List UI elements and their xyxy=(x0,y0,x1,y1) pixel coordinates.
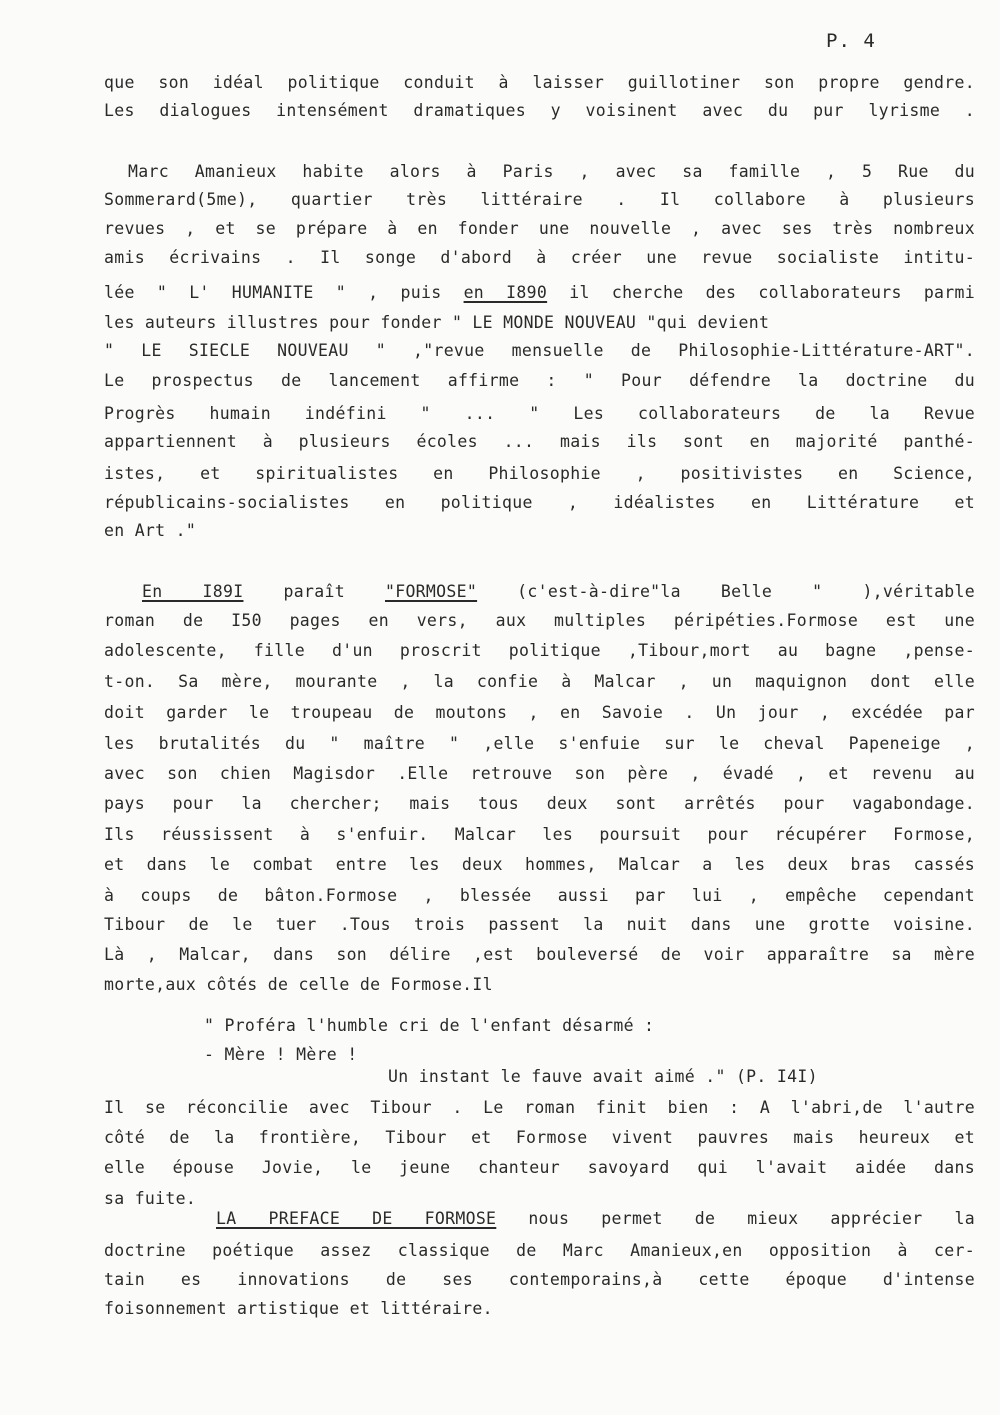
text-line: Ils réussissent à s'enfuir. Malcar les poursuit pour récupérer Formose, xyxy=(104,825,975,844)
text-line: les auteurs illustres pour fonder " LE MONDE NOUVEAU "qui devient xyxy=(104,313,770,332)
text-line: à coups de bâton.Formose , blessée aussi par lui , empêche cependant xyxy=(104,886,975,905)
text-line: En I89I paraît "FORMOSE" (c'est-à-dire"la Belle " ),véritable xyxy=(142,582,976,601)
text-line: lée " L' HUMANITE " , puis en I890 il cherche des collaborateurs parmi xyxy=(104,283,975,302)
text-line: t-on. Sa mère, mourante , la confie à Malcar , un maquignon dont elle xyxy=(104,672,975,691)
text-line: roman de I50 pages en vers, aux multiples péripéties.Formose est une xyxy=(104,611,975,630)
text-line: - Mère ! Mère ! xyxy=(204,1045,358,1064)
text-line: sa fuite. xyxy=(104,1189,197,1208)
text-line: en Art ." xyxy=(104,521,197,540)
text-line: Un instant le fauve avait aimé ." (P. I4I) xyxy=(388,1067,818,1086)
text-line: doctrine poétique assez classique de Marc Amanieux,en opposition à cer- xyxy=(104,1241,975,1260)
text-line: avec son chien Magisdor .Elle retrouve son père , évadé , et revenu au xyxy=(104,764,975,783)
text-line: " LE SIECLE NOUVEAU " ,"revue mensuelle de Philosophie-Littérature-ART". xyxy=(104,341,975,360)
text-line: les brutalités du " maître " ,elle s'enfuie sur le cheval Papeneige , xyxy=(104,734,975,753)
page-number: P. 4 xyxy=(826,30,876,52)
text-line: Il se réconcilie avec Tibour . Le roman finit bien : A l'abri,de l'autre xyxy=(104,1098,975,1117)
text-line: tain es innovations de ses contemporains,à cette époque d'intense xyxy=(104,1270,975,1289)
text-line: Tibour de le tuer .Tous trois passent la nuit dans une grotte voisine. xyxy=(104,915,975,934)
text-line: amis écrivains . Il songe d'abord à créer une revue socialiste intitu- xyxy=(104,248,975,267)
text-line: Les dialogues intensément dramatiques y voisinent avec du pur lyrisme . xyxy=(104,101,975,120)
text-line: républicains-socialistes en politique , idéalistes en Littérature et xyxy=(104,493,975,512)
text-line: côté de la frontière, Tibour et Formose vivent pauvres mais heureux et xyxy=(104,1128,975,1147)
text-line: LA PREFACE DE FORMOSE nous permet de mieux apprécier la xyxy=(216,1209,975,1228)
text-line: revues , et se prépare à en fonder une nouvelle , avec ses très nombreux xyxy=(104,219,975,238)
text-line: pays pour la chercher; mais tous deux sont arrêtés pour vagabondage. xyxy=(104,794,975,813)
text-line: morte,aux côtés de celle de Formose.Il xyxy=(104,975,493,994)
text-line: doit garder le troupeau de moutons , en Savoie . Un jour , excédée par xyxy=(104,703,975,722)
text-line: foisonnement artistique et littéraire. xyxy=(104,1299,493,1318)
text-line: Marc Amanieux habite alors à Paris , avec sa famille , 5 Rue du xyxy=(128,162,975,181)
text-line: que son idéal politique conduit à laisser guillotiner son propre gendre. xyxy=(104,73,975,92)
text-line: Là , Malcar, dans son délire ,est bouleversé de voir apparaître sa mère xyxy=(104,945,975,964)
text-line: adolescente, fille d'un proscrit politique ,Tibour,mort au bagne ,pense- xyxy=(104,641,975,660)
text-line: et dans le combat entre les deux hommes, Malcar a les deux bras cassés xyxy=(104,855,975,874)
text-line: Le prospectus de lancement affirme : " Pour défendre la doctrine du xyxy=(104,371,975,390)
text-line: Sommerard(5me), quartier très littéraire . Il collabore à plusieurs xyxy=(104,190,975,209)
text-line: " Proféra l'humble cri de l'enfant désarmé : xyxy=(204,1016,655,1035)
text-line: istes, et spiritualistes en Philosophie , positivistes en Science, xyxy=(104,464,975,483)
text-line: elle épouse Jovie, le jeune chanteur savoyard qui l'avait aidée dans xyxy=(104,1158,975,1177)
text-line: Progrès humain indéfini " ... " Les collaborateurs de la Revue xyxy=(104,404,975,423)
text-line: appartiennent à plusieurs écoles ... mais ils sont en majorité panthé- xyxy=(104,432,975,451)
